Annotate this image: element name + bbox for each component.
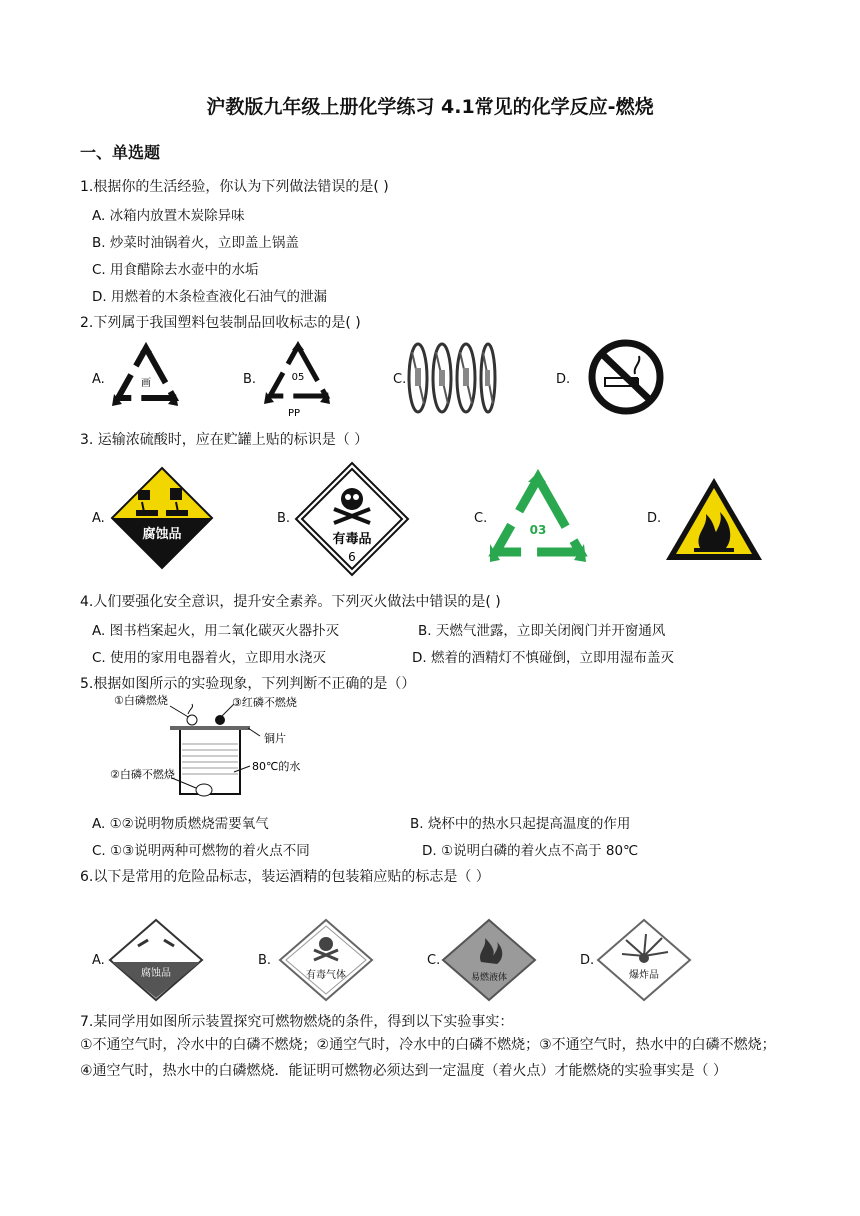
question-4-option-a: A. 图书档案起火，用二氧化碳灭火器扑灭: [92, 623, 340, 639]
question-2-label-a: A.: [92, 372, 105, 387]
question-5-option-c: C. ①③说明两种可燃物的着火点不同: [92, 843, 310, 859]
hazard-flammable-liquid-image: [441, 918, 537, 1002]
label-red-phosphorus-not-burn: ③红磷不燃烧: [232, 696, 297, 709]
label-white-phosphorus-not-burn: ②白磷不燃烧: [110, 768, 175, 781]
hazard-explosive-text: 爆炸品: [629, 970, 659, 981]
corrosive-sign-image: [110, 466, 214, 570]
question-4-stem: 4.人们要强化安全意识，提升安全素养。下列灭火做法中错误的是( ): [80, 594, 501, 610]
question-6-stem: 6.以下是常用的危险品标志，装运酒精的包装箱应贴的标志是（ ）: [80, 869, 490, 885]
page-title: 沪教版九年级上册化学练习 4.1常见的化学反应-燃烧: [206, 96, 654, 118]
question-1-option-b: B. 炒菜时油锅着火，立即盖上锅盖: [92, 235, 299, 251]
question-6-label-c: C.: [427, 953, 441, 968]
toxic-class-number: 6: [348, 550, 356, 564]
hazard-corrosive-image: [108, 918, 204, 1002]
recycle-symbol-image-a: [110, 342, 182, 414]
question-6-label-b: B.: [258, 953, 272, 968]
question-3-stem: 3. 运输浓硫酸时，应在贮罐上贴的标识是（ ）: [80, 432, 369, 448]
hazard-toxic-gas-image: [278, 918, 374, 1002]
question-4-option-b: B. 天燃气泄露，立即关闭阀门并开窗通风: [418, 623, 666, 639]
recycle-symbol-image-b: [262, 340, 334, 420]
flammable-sign-image: [664, 476, 764, 562]
question-2-label-c: C.: [393, 372, 407, 387]
question-7-body: ①不通空气时，冷水中的白磷不燃烧；②通空气时，冷水中的白磷不燃烧；③不通空气时，热水中的白磷不燃烧；④通空气时，热水中的白磷燃烧．能证明可燃物必须达到一定温度（着火点）才能燃烧的实验事实是（ ）: [80, 1037, 776, 1079]
corrosive-text: 腐蚀品: [142, 527, 182, 542]
question-7-stem: 7.某同学用如图所示装置探究可燃物燃烧的条件，得到以下实验事实：: [80, 1014, 514, 1030]
question-6-label-a: A.: [92, 953, 105, 968]
question-3-label-c: C.: [474, 511, 488, 526]
label-white-phosphorus-burns: ①白磷燃烧: [114, 694, 168, 707]
question-1-option-d: D. 用燃着的木条检查液化石油气的泄漏: [92, 289, 327, 305]
question-6-label-d: D.: [580, 953, 595, 968]
green-recycle-sign-image: [490, 472, 586, 562]
recycle-b-code: PP: [287, 408, 301, 419]
question-5-stem: 5.根据如图所示的实验现象，下列判断不正确的是（）: [80, 676, 416, 692]
circle-signs-image-c: [406, 340, 496, 416]
hazard-toxic-gas-text: 有毒气体: [306, 970, 346, 981]
section-heading: 一、单选题: [80, 143, 161, 162]
question-4-option-d: D. 燃着的酒精灯不慎碰倒，立即用湿布盖灭: [412, 650, 674, 666]
question-1-stem: 1.根据你的生活经验，你认为下列做法错误的是( ): [80, 179, 389, 195]
toxic-text: 有毒品: [332, 532, 372, 547]
recycle-b-number: 05: [291, 372, 305, 383]
question-1-option-a: A. 冰箱内放置木炭除异味: [92, 208, 245, 224]
question-2-label-d: D.: [556, 372, 571, 387]
question-5-option-b: B. 烧杯中的热水只起提高温度的作用: [410, 816, 631, 832]
label-copper-sheet: 铜片: [264, 732, 286, 745]
hazard-corrosive-text: 腐蚀品: [141, 968, 171, 979]
label-hot-water: 80℃的水: [252, 760, 301, 773]
hazard-flammable-liquid-text: 易燃液体: [470, 973, 508, 983]
question-3-label-d: D.: [647, 511, 662, 526]
question-1-option-c: C. 用食醋除去水壶中的水垢: [92, 262, 259, 278]
toxic-sign-image: [294, 461, 410, 577]
combustion-experiment-figure: [110, 692, 330, 804]
no-smoking-image-d: [585, 338, 667, 416]
green-recycle-number: 03: [529, 523, 547, 537]
question-2-stem: 2.下列属于我国塑料包装制品回收标志的是( ): [80, 315, 361, 331]
hazard-explosive-image: [596, 918, 692, 1002]
question-5-option-d: D. ①说明白磷的着火点不高于 80℃: [422, 843, 639, 859]
question-2-label-b: B.: [243, 372, 257, 387]
question-5-option-a: A. ①②说明物质燃烧需要氧气: [92, 816, 269, 832]
recycle-a-text: 画: [141, 378, 151, 389]
question-3-label-a: A.: [92, 511, 105, 526]
question-3-label-b: B.: [277, 511, 291, 526]
question-4-option-c: C. 使用的家用电器着火，立即用水浇灭: [92, 650, 327, 666]
